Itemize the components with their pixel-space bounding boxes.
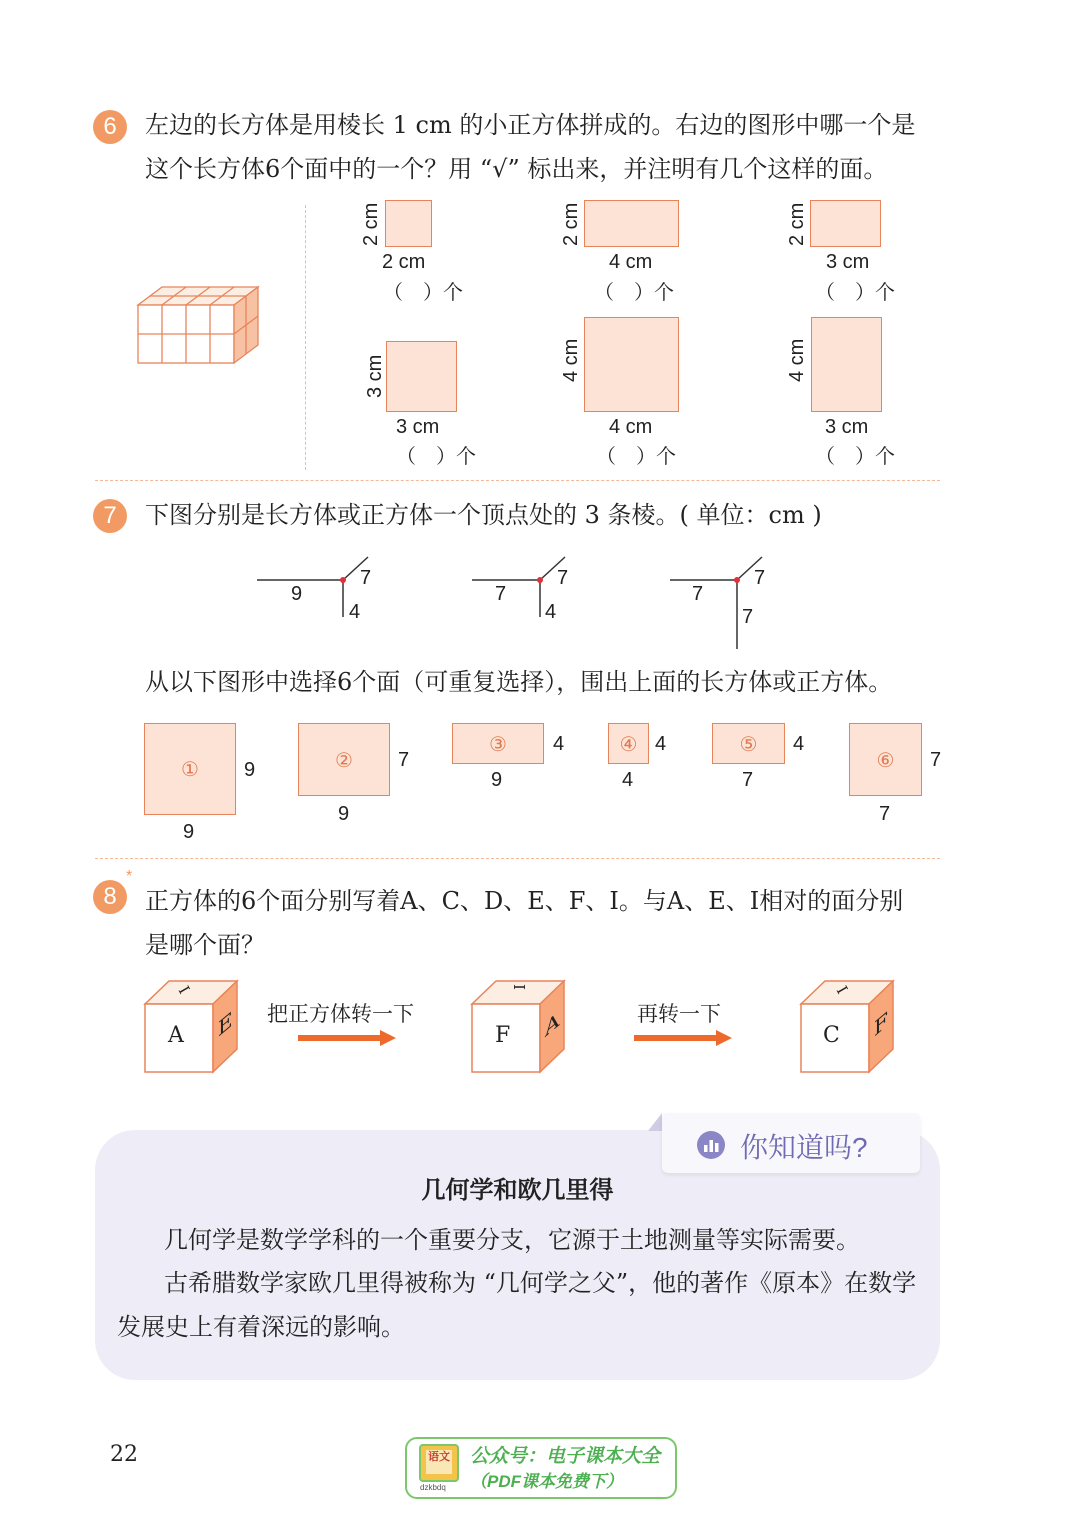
cube3-front-letter: C — [823, 1023, 840, 1048]
face2-right-label: 7 — [398, 749, 410, 771]
shape6-blank[interactable]: （ ）个 — [815, 444, 895, 468]
question-7-text-line2: 从以下图形中选择6个面（可重复选择），围出上面的长方体或正方体。 — [145, 668, 893, 696]
vertex2-left-label: 7 — [495, 583, 507, 605]
info-paragraph-2-line1: 古希腊数学家欧几里得被称为 “几何学之父”，他的著作《原本》在数学 — [164, 1269, 917, 1297]
shape3-blank[interactable]: （ ）个 — [815, 280, 895, 304]
vertex1-down-label: 4 — [349, 601, 361, 623]
vertex2-diag-label: 7 — [557, 567, 569, 589]
watermark-line2: （PDF课本免费下） — [470, 1472, 623, 1491]
face3-bottom-label: 9 — [491, 769, 503, 791]
shape4-bottom-label: 3 cm — [396, 416, 440, 438]
arrow2-label: 再转一下 — [637, 1002, 721, 1026]
right-arrow-icon — [634, 1030, 732, 1046]
question-6-text-line2: 这个长方体6个面中的一个？用 “√” 标出来，并注明有几个这样的面。 — [145, 155, 888, 183]
vertex3-down-label: 7 — [742, 606, 754, 628]
face4-bottom-label: 4 — [622, 769, 634, 791]
vertex-diagram-1 — [255, 555, 385, 625]
shape-2x4 — [584, 200, 679, 247]
page-number: 22 — [110, 1442, 138, 1467]
right-arrow-icon — [298, 1030, 396, 1046]
bar-chart-icon — [696, 1130, 726, 1160]
face1-right-label: 9 — [244, 759, 256, 781]
shape-4x4 — [584, 317, 679, 412]
shape3-bottom-label: 3 cm — [826, 251, 870, 273]
shape3-side-label: 2 cm — [786, 202, 808, 246]
info-title: 几何学和欧几里得 — [421, 1175, 614, 1204]
vertex3-diag-label: 7 — [754, 567, 766, 589]
shape4-blank[interactable]: （ ）个 — [396, 444, 476, 468]
shape1-bottom-label: 2 cm — [382, 251, 426, 273]
question-7-text-line1: 下图分别是长方体或正方体一个顶点处的 3 条棱。( 单位：cm ) — [145, 501, 822, 529]
question-6-number: 6 — [93, 110, 127, 144]
watermark-line1: 公众号：电子课本大全 — [470, 1446, 661, 1467]
shape-2x3 — [810, 200, 881, 247]
cube3-top-letter: I — [832, 982, 852, 998]
divider-vertical — [305, 205, 306, 470]
face-2: ② — [298, 723, 390, 796]
face6-bottom-label: 7 — [879, 803, 891, 825]
question-7-number: 7 — [93, 499, 127, 533]
cube1-side-letter: E — [218, 1005, 233, 1043]
face4-right-label: 4 — [655, 733, 667, 755]
face-4: ④ — [608, 723, 649, 764]
face1-bottom-label: 9 — [183, 821, 195, 843]
vertex1-diag-label: 7 — [360, 567, 372, 589]
cube2-top-letter: I — [509, 984, 528, 990]
shape5-bottom-label: 4 cm — [609, 416, 653, 438]
vertex3-left-label: 7 — [692, 583, 704, 605]
question-8-text-line2: 是哪个面？ — [145, 931, 265, 959]
cube3-side-letter: F — [874, 1006, 888, 1042]
section-divider — [95, 480, 940, 481]
question-8-number: 8 — [93, 880, 127, 914]
logo-subtext: dzkbdq — [420, 1483, 446, 1492]
question-8-star: * — [126, 868, 133, 885]
vertex2-down-label: 4 — [545, 601, 557, 623]
shape6-bottom-label: 3 cm — [825, 416, 869, 438]
section-divider — [95, 858, 940, 859]
face5-bottom-label: 7 — [742, 769, 754, 791]
shape4-side-label: 3 cm — [364, 354, 386, 398]
cube2-side-letter: A — [545, 1005, 560, 1043]
cube2-front-letter: F — [495, 1023, 511, 1048]
vertex1-left-label: 9 — [291, 583, 303, 605]
shape5-side-label: 4 cm — [560, 338, 582, 382]
face3-right-label: 4 — [553, 733, 565, 755]
shape-4x3 — [811, 317, 882, 412]
info-paragraph-1: 几何学是数学学科的一个重要分支，它源于土地测量等实际需要。 — [164, 1226, 860, 1254]
face-6: ⑥ — [849, 723, 922, 796]
face5-right-label: 4 — [793, 733, 805, 755]
question-8-text-line1: 正方体的6个面分别写着A、C、D、E、F、I。与A、E、I相对的面分别 — [145, 887, 904, 915]
face-5: ⑤ — [712, 723, 785, 764]
arrow1-label: 把正方体转一下 — [267, 1002, 414, 1026]
shape-2x2 — [385, 200, 432, 247]
face6-right-label: 7 — [930, 749, 942, 771]
vertex-diagram-2 — [470, 555, 580, 625]
did-you-know-title: 你知道吗? — [740, 1132, 868, 1163]
cube1-front-letter: A — [168, 1023, 184, 1048]
logo-text: 语文 — [428, 1451, 450, 1463]
shape2-bottom-label: 4 cm — [609, 251, 653, 273]
face2-bottom-label: 9 — [338, 803, 350, 825]
question-6-text-line1: 左边的长方体是用棱长 1 cm 的小正方体拼成的。右边的图形中哪一个是 — [145, 111, 916, 139]
cuboid-of-small-cubes — [130, 285, 270, 375]
shape1-blank[interactable]: （ ）个 — [383, 280, 463, 304]
face-1: ① — [144, 723, 236, 815]
shape2-side-label: 2 cm — [560, 202, 582, 246]
shape-3x3 — [386, 341, 457, 412]
cube1-top-letter: I — [174, 982, 194, 998]
shape6-side-label: 4 cm — [786, 338, 808, 382]
face-3: ③ — [452, 723, 544, 764]
shape5-blank[interactable]: （ ）个 — [596, 444, 676, 468]
info-paragraph-2-line2: 发展史上有着深远的影响。 — [117, 1313, 405, 1341]
shape2-blank[interactable]: （ ）个 — [594, 280, 674, 304]
shape1-side-label: 2 cm — [360, 202, 382, 246]
